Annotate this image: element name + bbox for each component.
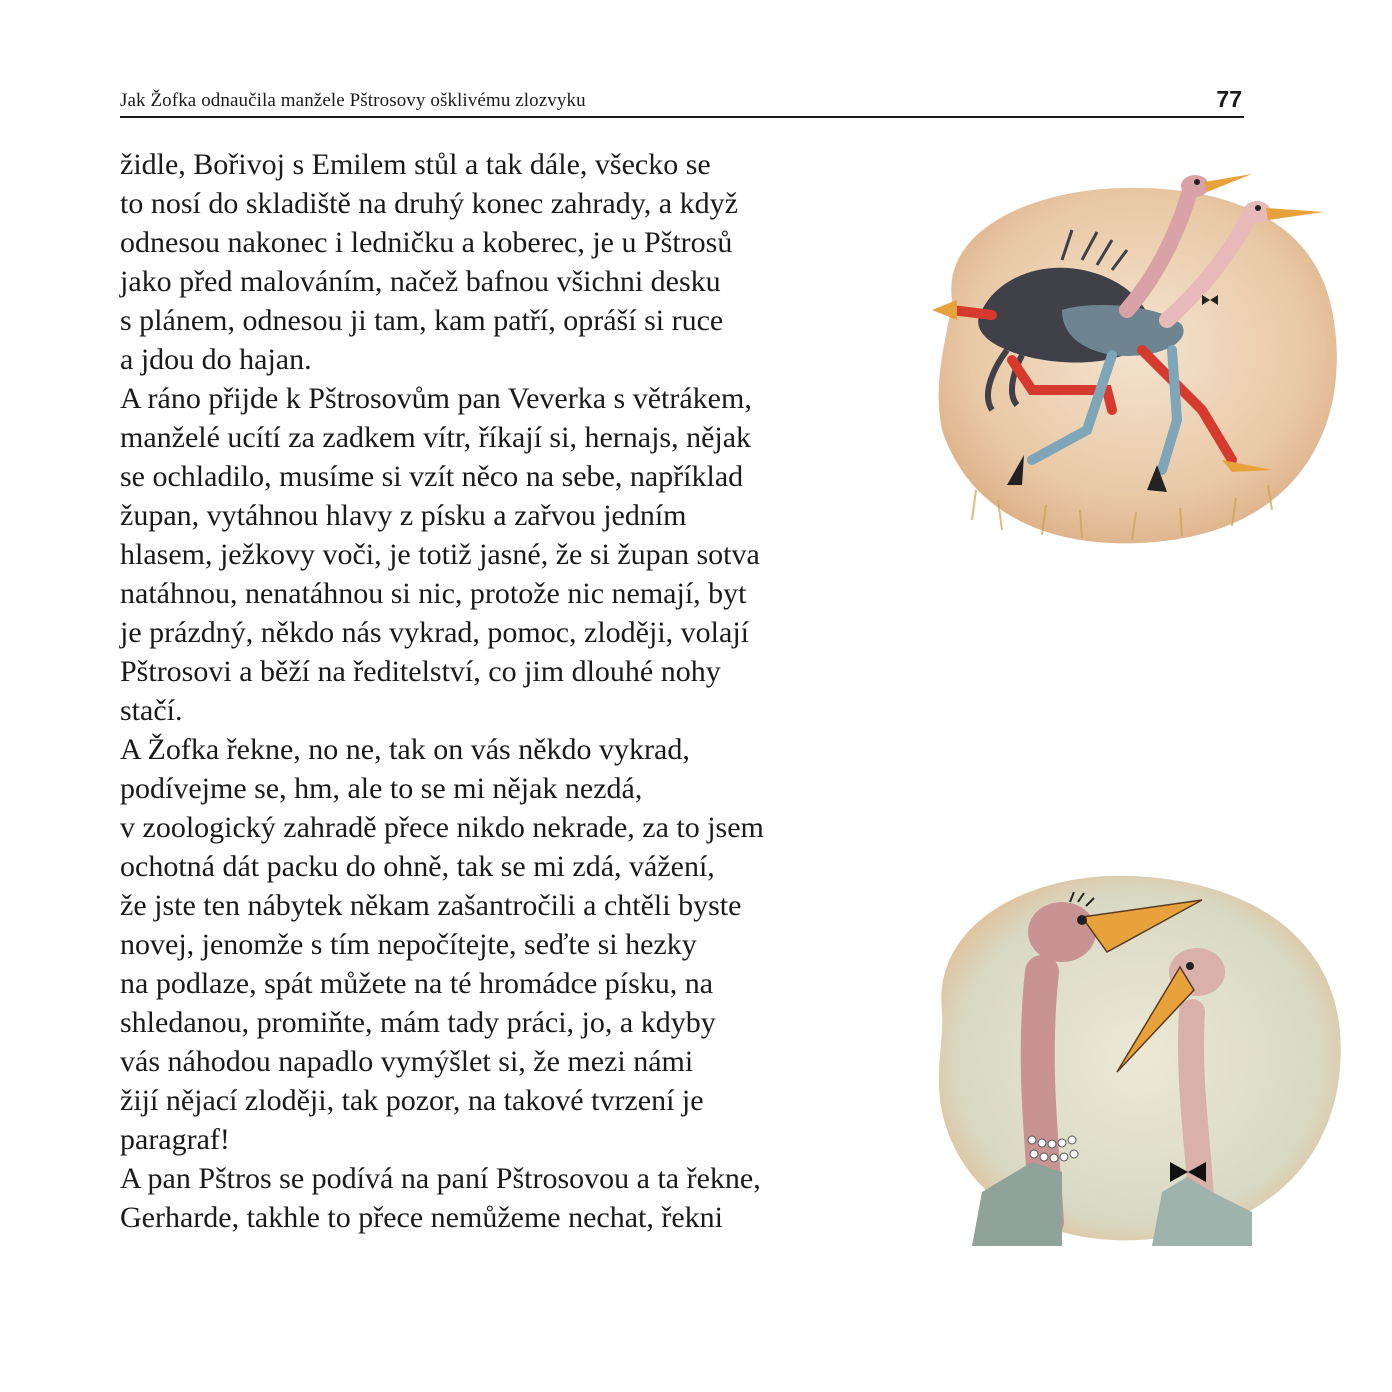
text-line: paragraf! [120, 1123, 230, 1156]
text-line: odnesou nakonec i ledničku a koberec, je u Pštrosů [120, 226, 733, 259]
head [1028, 902, 1096, 962]
text-line: župan, vytáhnou hlavy z písku a zařvou jedním [120, 499, 687, 532]
text-line: hlasem, ježkovy voči, je totiž jasné, že si župan sotva [120, 538, 760, 571]
text-line: Pštrosovi a běží na ředitelství, co jim dlouhé nohy [120, 655, 721, 688]
text-line: A ráno přijde k Pštrosovům pan Veverka s větrákem, [120, 382, 752, 415]
text-line: novej, jenomže s tím nepočítejte, seďte si hezky [120, 928, 697, 961]
text-line: to nosí do skladiště na druhý konec zahrady, a když [120, 187, 738, 220]
text-line: A Žofka řekne, no ne, tak on vás někdo vykrad, [120, 733, 690, 766]
text-line: žijí nějací zloději, tak pozor, na takové tvrzení je [120, 1084, 704, 1117]
text-line: je prázdný, někdo nás vykrad, pomoc, zloději, volají [120, 616, 749, 649]
text-line: stačí. [120, 694, 183, 727]
text-line: se ochladilo, musíme si vzít něco na sebe, například [120, 460, 744, 493]
text-line: s plánem, odnesou ji tam, kam patří, opráší si ruce [120, 304, 724, 337]
text-line: shledanou, promiňte, mám tady práci, jo, a kdyby [120, 1006, 716, 1039]
text-line: a jdou do hajan. [120, 343, 312, 376]
text-line: podívejme se, hm, ale to se mi nějak nezdá, [120, 772, 643, 805]
text-line: že jste ten nábytek někam zašantročili a chtěli byste [120, 889, 742, 922]
page-number: 77 [1216, 86, 1242, 112]
text-line: ochotná dát packu do ohně, tak se mi zdá, vážení, [120, 850, 715, 883]
text-line: vás náhodou napadlo vymýšlet si, že mezi námi [120, 1045, 694, 1078]
ostrich-couple-illustration [912, 862, 1358, 1246]
body-text [120, 145, 900, 1237]
text-line: jako před malováním, načež bafnou všichni desku [120, 265, 721, 298]
text-line: židle, Bořivoj s Emilem stůl a tak dále, všecko se [120, 148, 711, 181]
foot [932, 300, 957, 320]
text-line: manželé ucítí za zadkem vítr, říkají si, hernajs, nějak [120, 421, 752, 454]
text-line: na podlaze, spát můžete na té hromádce písku, na [120, 967, 714, 1000]
text-line: natáhnou, nenatáhnou si nic, protože nic nemají, byt [120, 577, 747, 610]
leg-red [952, 310, 992, 315]
beak [1204, 174, 1252, 192]
running-ostriches-illustration [912, 160, 1358, 560]
text-line: v zoologický zahradě přece nikdo nekrade, za to jsem [120, 811, 764, 844]
running-header [120, 86, 1244, 118]
running-title: Jak Žofka odnaučila manžele Pštrosovy ošklivému zlozvyku [120, 90, 586, 111]
text-line: A pan Pštros se podívá na paní Pštrosovou a ta řekne, [120, 1162, 761, 1195]
text-line: Gerharde, takhle to přece nemůžeme nechat, řekni [120, 1201, 724, 1234]
